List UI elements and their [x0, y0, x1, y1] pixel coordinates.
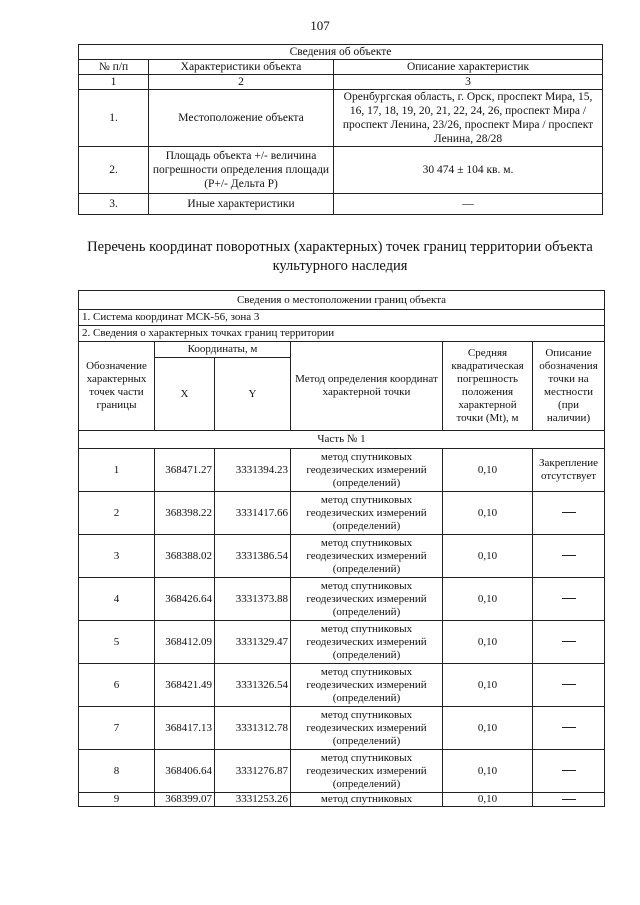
table-row	[79, 750, 605, 793]
point-mt: 0,10	[443, 664, 533, 707]
row-characteristic: Площадь объекта +/- величина погрешности определения площади (P+/- Дельта P)	[149, 147, 334, 194]
dash-mark	[562, 684, 576, 685]
point-y: 3331386.54	[215, 535, 291, 578]
point-id: 3	[79, 535, 155, 578]
table-row	[79, 621, 605, 664]
point-method: метод спутниковых геодезических измерений (определений)	[291, 621, 443, 664]
point-description	[533, 535, 605, 578]
header-description: Описание характеристик	[334, 60, 603, 75]
point-id: 7	[79, 707, 155, 750]
row-characteristic: Местоположение объекта	[149, 90, 334, 147]
point-x: 368406.64	[155, 750, 215, 793]
point-mt: 0,10	[443, 578, 533, 621]
section-heading: Перечень координат поворотных (характерных) точек границ территории объекта культурного наследия	[87, 239, 593, 274]
point-mt: 0,10	[443, 707, 533, 750]
point-description: Закрепление отсутствует	[533, 449, 605, 492]
point-description	[533, 492, 605, 535]
point-method: метод спутниковых геодезических измерений (определений)	[291, 449, 443, 492]
table-row	[79, 492, 605, 535]
point-id: 6	[79, 664, 155, 707]
point-id: 2	[79, 492, 155, 535]
point-description	[533, 793, 605, 807]
point-x: 368426.64	[155, 578, 215, 621]
coord-system: 1. Система координат МСК-56, зона 3	[79, 310, 605, 326]
point-method: метод спутниковых геодезических измерений (определений)	[291, 578, 443, 621]
point-x: 368388.02	[155, 535, 215, 578]
point-mt: 0,10	[443, 793, 533, 807]
dash-mark	[562, 598, 576, 599]
dash-mark	[562, 799, 576, 800]
point-id: 9	[79, 793, 155, 807]
point-method: метод спутниковых геодезических измерений (определений)	[291, 492, 443, 535]
row-description: Оренбургская область, г. Орск, проспект Мира, 15, 16, 17, 18, 19, 20, 21, 22, 24, 26, проспект Мира / проспект Ленина, 23/26, проспект Мира / проспект Ленина, 28/28	[334, 90, 603, 147]
point-y: 3331373.88	[215, 578, 291, 621]
row-num: 1.	[79, 90, 149, 147]
table-row	[79, 535, 605, 578]
row-num: 2.	[79, 147, 149, 194]
point-id: 1	[79, 449, 155, 492]
point-mt: 0,10	[443, 621, 533, 664]
header-y: Y	[215, 358, 291, 431]
point-y: 3331417.66	[215, 492, 291, 535]
point-id: 5	[79, 621, 155, 664]
point-method: метод спутниковых геодезических измерений (определений)	[291, 750, 443, 793]
point-x: 368398.22	[155, 492, 215, 535]
part-label: Часть № 1	[79, 431, 605, 449]
points-info: 2. Сведения о характерных точках границ территории	[79, 326, 605, 342]
header-point-description: Описание обозначения точки на местности (при наличии)	[533, 342, 605, 431]
point-y: 3331394.23	[215, 449, 291, 492]
row-description: —	[334, 194, 603, 215]
header-characteristic: Характеристики объекта	[149, 60, 334, 75]
boundary-points-table	[78, 290, 605, 807]
row-description: 30 474 ± 104 кв. м.	[334, 147, 603, 194]
point-y: 3331329.47	[215, 621, 291, 664]
header-num: № п/п	[79, 60, 149, 75]
point-method: метод спутниковых геодезических измерений (определений)	[291, 707, 443, 750]
point-y: 3331326.54	[215, 664, 291, 707]
table-row	[79, 449, 605, 492]
row-num: 3.	[79, 194, 149, 215]
dash-mark	[562, 770, 576, 771]
header-rmse: Средняя квадратическая погрешность положения характерной точки (Mt), м	[443, 342, 533, 431]
point-y: 3331253.26	[215, 793, 291, 807]
header-method: Метод определения координат характерной точки	[291, 342, 443, 431]
point-x: 368412.09	[155, 621, 215, 664]
table-row	[79, 578, 605, 621]
point-mt: 0,10	[443, 750, 533, 793]
point-description	[533, 750, 605, 793]
point-description	[533, 578, 605, 621]
point-mt: 0,10	[443, 535, 533, 578]
dash-mark	[562, 641, 576, 642]
dash-mark	[562, 555, 576, 556]
col-number: 2	[149, 75, 334, 90]
header-coordinates: Координаты, м	[155, 342, 291, 358]
page-number: 107	[310, 18, 330, 33]
point-x: 368417.13	[155, 707, 215, 750]
point-mt: 0,10	[443, 449, 533, 492]
col-number: 1	[79, 75, 149, 90]
point-id: 4	[79, 578, 155, 621]
point-mt: 0,10	[443, 492, 533, 535]
point-x: 368471.27	[155, 449, 215, 492]
point-description	[533, 664, 605, 707]
point-x: 368399.07	[155, 793, 215, 807]
object-info-title: Сведения об объекте	[79, 45, 603, 60]
dash-mark	[562, 512, 576, 513]
point-method: метод спутниковых	[291, 793, 443, 807]
point-description	[533, 621, 605, 664]
point-method: метод спутниковых геодезических измерений (определений)	[291, 535, 443, 578]
point-x: 368421.49	[155, 664, 215, 707]
table-row	[79, 664, 605, 707]
point-method: метод спутниковых геодезических измерений (определений)	[291, 664, 443, 707]
point-y: 3331312.78	[215, 707, 291, 750]
point-description	[533, 707, 605, 750]
boundaries-title: Сведения о местоположении границ объекта	[79, 291, 605, 310]
row-characteristic: Иные характеристики	[149, 194, 334, 215]
point-y: 3331276.87	[215, 750, 291, 793]
dash-mark	[562, 727, 576, 728]
object-info-table	[78, 44, 603, 215]
point-id: 8	[79, 750, 155, 793]
table-row	[79, 707, 605, 750]
header-designation: Обозначение характерных точек части границы	[79, 342, 155, 431]
header-x: X	[155, 358, 215, 431]
col-number: 3	[334, 75, 603, 90]
